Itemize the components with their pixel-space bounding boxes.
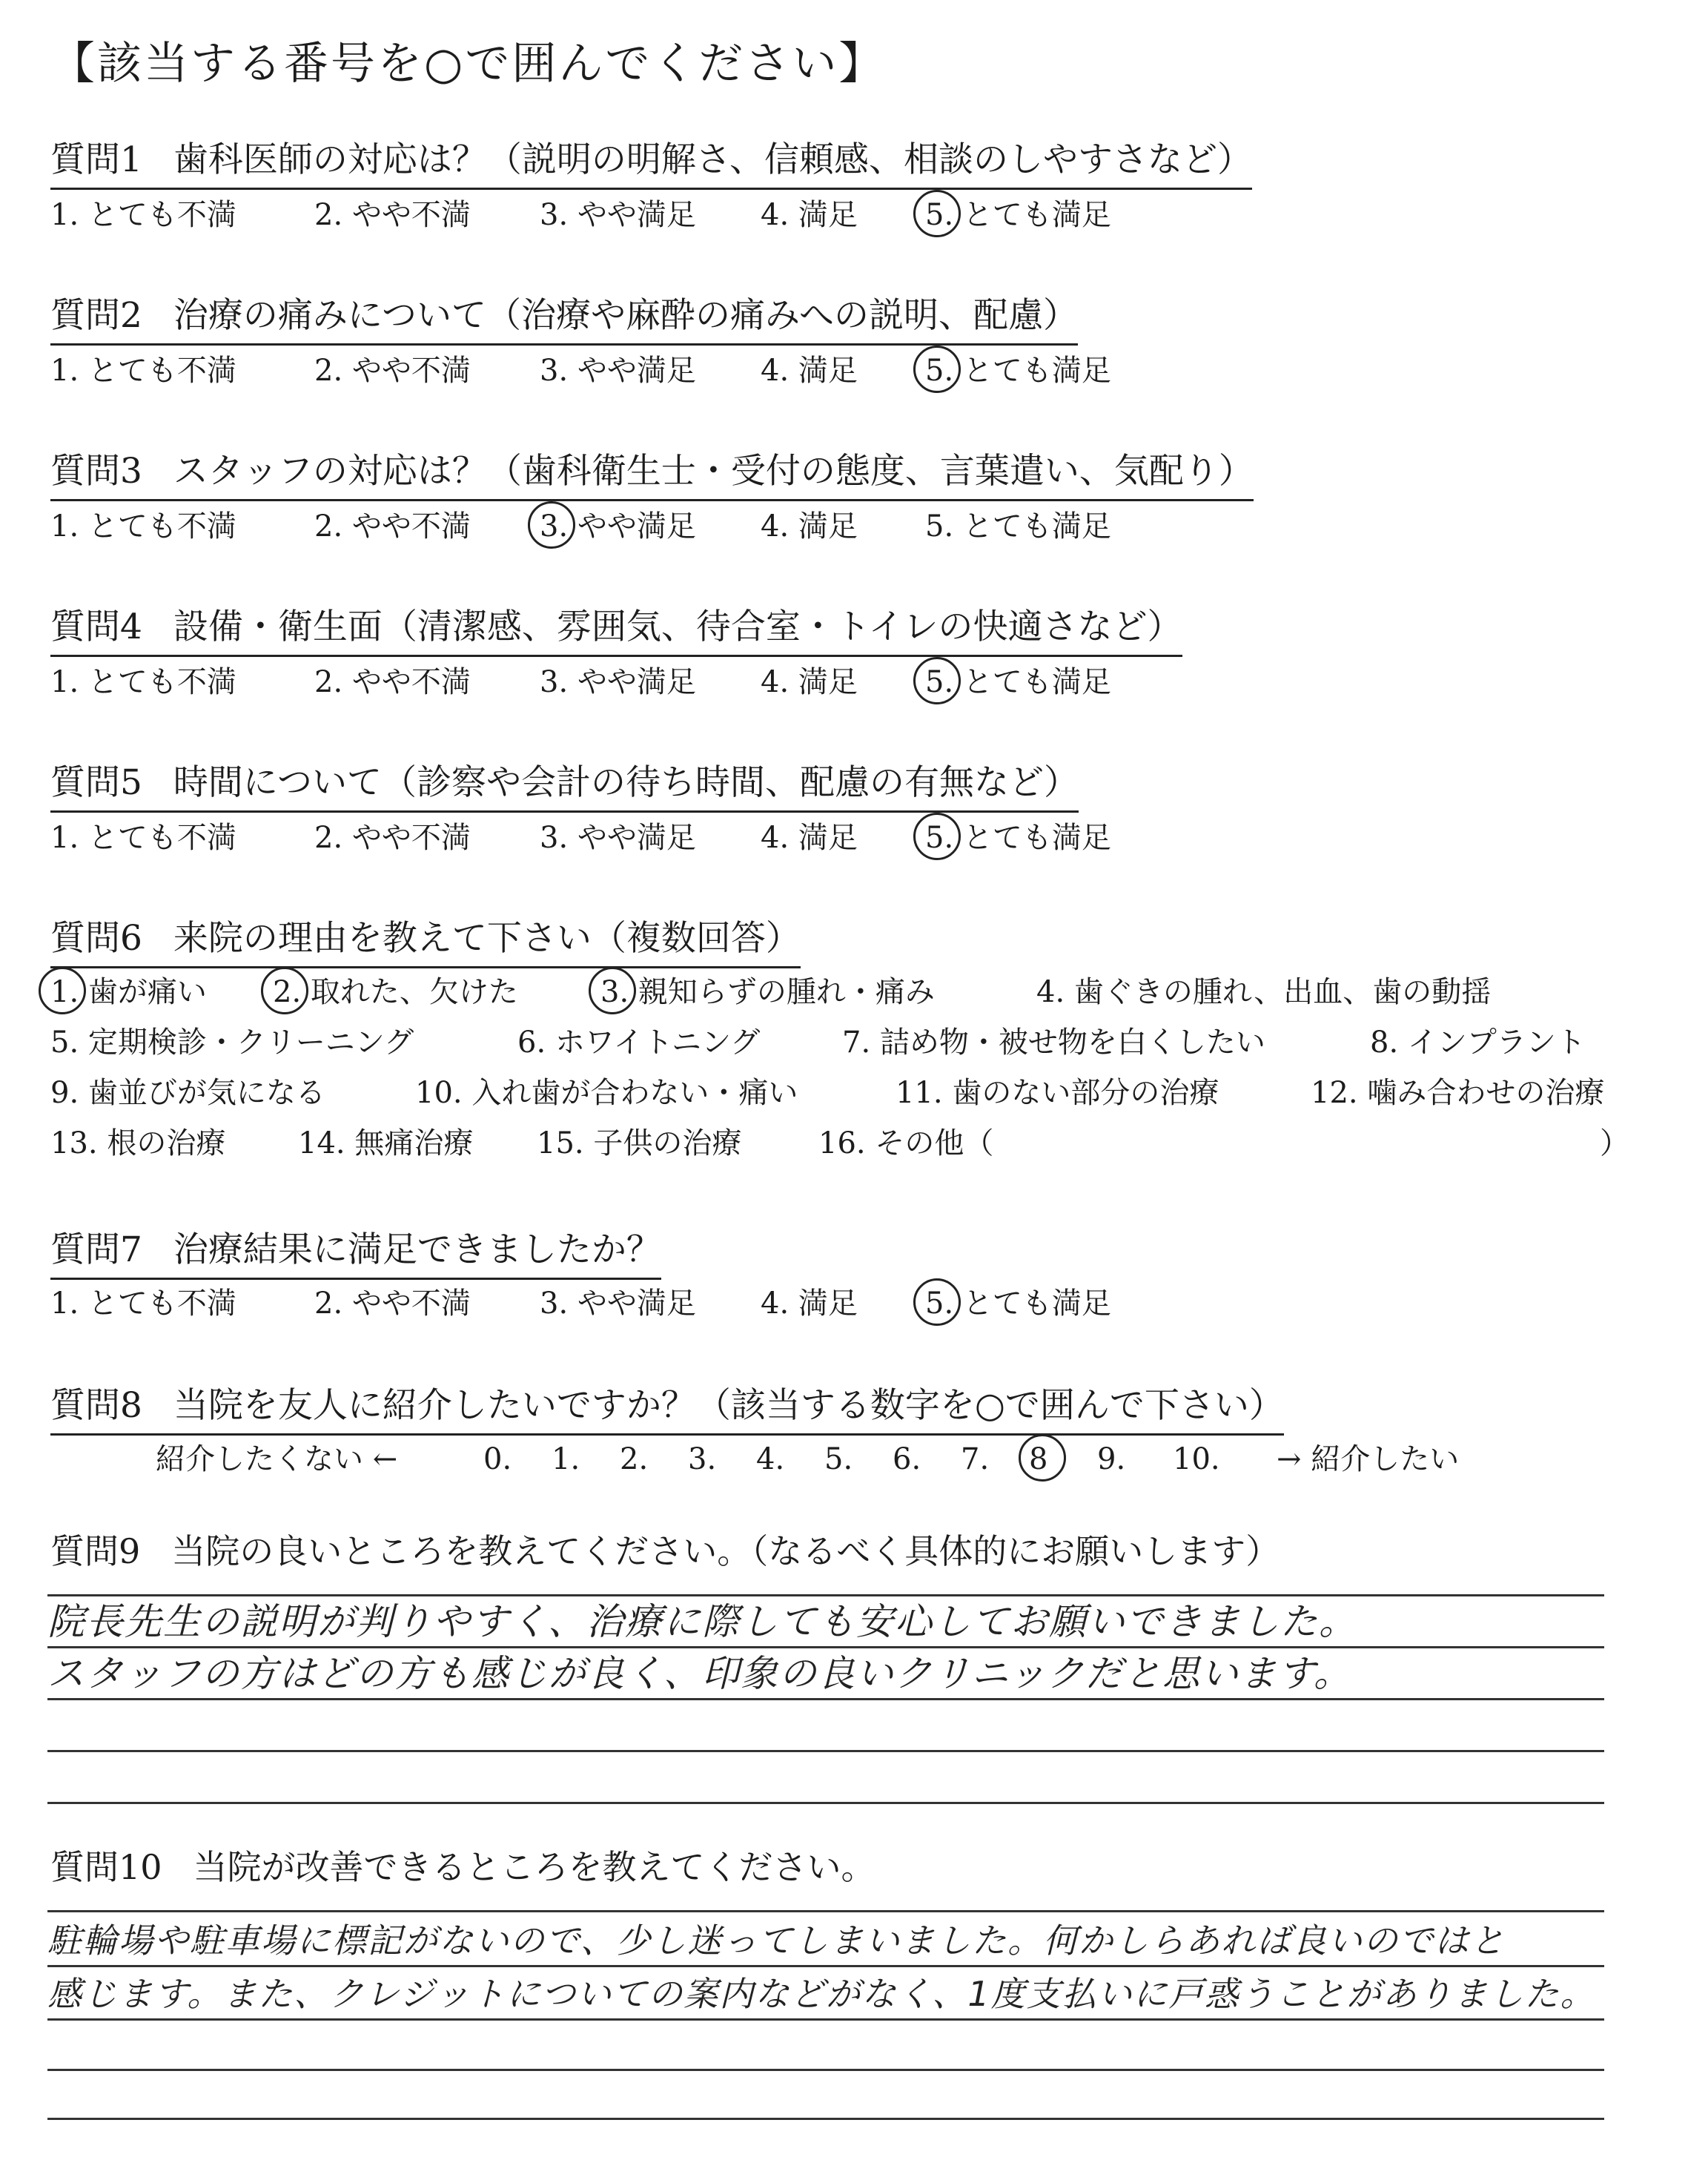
- q6-option-11[interactable]: 11. 歯のない部分の治療: [896, 1076, 1219, 1110]
- q3-option-3[interactable]: 3. やや満足: [540, 509, 696, 544]
- q10-answer-line-top: [47, 1910, 1604, 1912]
- q6-option-8[interactable]: 8. インプラント: [1370, 1025, 1586, 1060]
- q6-option-14[interactable]: 14. 無痛治療: [298, 1126, 474, 1160]
- question-7-title: [50, 1222, 661, 1280]
- q4-option-1[interactable]: 1. とても不満: [50, 665, 236, 699]
- question-4-number: 質問4: [50, 607, 142, 647]
- q7-option-4[interactable]: 4. 満足: [761, 1287, 858, 1321]
- q9-blank-line-2[interactable]: [47, 1802, 1604, 1804]
- q4-option-5[interactable]: 5. とても満足: [925, 665, 1111, 699]
- question-2-title: [50, 288, 1078, 346]
- q1-option-1[interactable]: 1. とても不満: [50, 198, 236, 232]
- question-9-number: 質問9: [50, 1531, 141, 1571]
- question-1-title: [50, 132, 1252, 190]
- q8-score-5[interactable]: 5.: [824, 1442, 853, 1476]
- q1-option-3[interactable]: 3. やや満足: [540, 198, 696, 232]
- q8-score-3[interactable]: 3.: [688, 1442, 717, 1476]
- q6-selection-circle-2: [261, 967, 308, 1014]
- q8-score-2[interactable]: 2.: [620, 1442, 649, 1476]
- question-3-text: スタッフの対応は？（歯科衛生士・受付の態度、言葉遣い、気配り）: [173, 451, 1254, 492]
- q6-other-close-paren: ）: [1600, 1126, 1629, 1160]
- q1-selection-circle: [913, 190, 961, 237]
- q9-answer-line-top: [47, 1594, 1604, 1596]
- q7-option-5[interactable]: 5. とても満足: [925, 1287, 1111, 1321]
- question-4-title: [50, 599, 1182, 657]
- q3-selection-circle: [528, 501, 575, 549]
- question-2-number: 質問2: [50, 295, 142, 336]
- q5-selection-circle: [913, 813, 961, 860]
- question-10-number: 質問10: [50, 1847, 162, 1887]
- question-9-text: 当院の良いところを教えてください。（なるべく具体的にお願いします）: [171, 1531, 1280, 1571]
- question-6-text: 来院の理由を教えて下さい（複数回答）: [173, 918, 801, 959]
- q8-score-4[interactable]: 4.: [756, 1442, 785, 1476]
- question-6-number: 質問6: [50, 918, 142, 959]
- q6-option-1[interactable]: 1. 歯が痛い: [50, 975, 207, 1009]
- question-7-text: 治療結果に満足できましたか？: [173, 1229, 661, 1270]
- q8-score-1[interactable]: 1.: [552, 1442, 580, 1476]
- q8-score-6[interactable]: 6.: [893, 1442, 921, 1476]
- q1-option-2[interactable]: 2. やや不満: [314, 198, 471, 232]
- question-8-text: 当院を友人に紹介したいですか？（該当する数字を○で囲んで下さい）: [173, 1385, 1284, 1426]
- question-5-number: 質問5: [50, 762, 142, 803]
- q8-score-9[interactable]: 9.: [1097, 1442, 1126, 1476]
- q2-selection-circle: [913, 346, 961, 393]
- q2-option-2[interactable]: 2. やや不満: [314, 354, 471, 388]
- q6-option-3[interactable]: 3. 親知らずの腫れ・痛み: [600, 975, 935, 1009]
- question-5-title: [50, 755, 1079, 813]
- q8-left-label: 紹介したくない ←: [156, 1442, 398, 1476]
- question-3-number: 質問3: [50, 451, 142, 492]
- q8-score-8[interactable]: 8: [1029, 1442, 1048, 1476]
- q9-answer-line-2[interactable]: スタッフの方はどの方も感じが良く、印象の良いクリニックだと思います。: [47, 1649, 1604, 1700]
- q2-option-4[interactable]: 4. 満足: [761, 354, 858, 388]
- q6-option-7[interactable]: 7. 詰め物・被せ物を白くしたい: [842, 1025, 1265, 1060]
- question-9-title: [50, 1530, 1280, 1572]
- q5-option-2[interactable]: 2. やや不満: [314, 821, 471, 855]
- q3-option-4[interactable]: 4. 満足: [761, 509, 858, 544]
- q2-option-1[interactable]: 1. とても不満: [50, 354, 236, 388]
- question-8-number: 質問8: [50, 1385, 142, 1426]
- q2-option-5[interactable]: 5. とても満足: [925, 354, 1111, 388]
- question-4-text: 設備・衛生面（清潔感、雰囲気、待合室・トイレの快適さなど）: [173, 607, 1182, 647]
- q6-option-2[interactable]: 2. 取れた、欠けた: [273, 975, 518, 1009]
- q8-right-label: → 紹介したい: [1277, 1442, 1460, 1476]
- q6-selection-circle-3: [589, 967, 636, 1014]
- q1-option-4[interactable]: 4. 満足: [761, 198, 858, 232]
- q6-selection-circle-1: [39, 967, 86, 1014]
- q1-option-5[interactable]: 5. とても満足: [925, 198, 1111, 232]
- q4-option-2[interactable]: 2. やや不満: [314, 665, 471, 699]
- q3-option-2[interactable]: 2. やや不満: [314, 509, 471, 544]
- q6-option-4[interactable]: 4. 歯ぐきの腫れ、出血、歯の動揺: [1036, 975, 1492, 1009]
- question-3-title: [50, 443, 1254, 501]
- q6-option-16[interactable]: 16. その他（: [818, 1126, 994, 1160]
- page-heading: 【該当する番号を○で囲んでください】: [50, 38, 886, 90]
- q8-selection-circle: [1019, 1434, 1066, 1482]
- question-1-text: 歯科医師の対応は？（説明の明解さ、信頼感、相談のしやすさなど）: [173, 139, 1253, 180]
- question-5-text: 時間について（診察や会計の待ち時間、配慮の有無など）: [173, 762, 1079, 803]
- question-7-number: 質問7: [50, 1229, 142, 1270]
- q10-blank-line-1[interactable]: [47, 2069, 1604, 2071]
- q10-answer-line-2[interactable]: 感じます。また、クレジットについての案内などがなく、1度支払いに戸惑うことがありました。: [47, 1969, 1604, 2021]
- q7-option-2[interactable]: 2. やや不満: [314, 1287, 471, 1321]
- question-6-title: [50, 911, 801, 968]
- q8-score-10[interactable]: 10.: [1173, 1442, 1220, 1476]
- question-8-title: [50, 1378, 1284, 1436]
- q6-option-6[interactable]: 6. ホワイトニング: [517, 1025, 761, 1060]
- q2-option-3[interactable]: 3. やや満足: [540, 354, 696, 388]
- q4-option-4[interactable]: 4. 満足: [761, 665, 858, 699]
- q7-option-3[interactable]: 3. やや満足: [540, 1287, 696, 1321]
- q5-option-5[interactable]: 5. とても満足: [925, 821, 1111, 855]
- question-10-title: [50, 1846, 875, 1888]
- q6-option-9[interactable]: 9. 歯並びが気になる: [50, 1076, 325, 1110]
- q10-blank-line-2[interactable]: [47, 2118, 1604, 2120]
- q9-blank-line-1[interactable]: [47, 1750, 1604, 1752]
- q8-score-0[interactable]: 0.: [483, 1442, 512, 1476]
- q8-score-7[interactable]: 7.: [961, 1442, 990, 1476]
- q6-option-5[interactable]: 5. 定期検診・クリーニング: [50, 1025, 414, 1060]
- question-1-number: 質問1: [50, 139, 142, 180]
- q5-option-3[interactable]: 3. やや満足: [540, 821, 696, 855]
- q5-option-1[interactable]: 1. とても不満: [50, 821, 236, 855]
- q7-option-1[interactable]: 1. とても不満: [50, 1287, 236, 1321]
- q10-answer-line-1[interactable]: 駐輪場や駐車場に標記がないので、少し迷ってしまいました。何かしらあれば良いのではと: [47, 1916, 1604, 1967]
- q6-option-12[interactable]: 12. 噛み合わせの治療: [1311, 1076, 1605, 1110]
- q4-option-3[interactable]: 3. やや満足: [540, 665, 696, 699]
- q5-option-4[interactable]: 4. 満足: [761, 821, 858, 855]
- question-2-text: 治療の痛みについて（治療や麻酔の痛みへの説明、配慮）: [173, 295, 1079, 336]
- q6-option-13[interactable]: 13. 根の治療: [50, 1126, 226, 1160]
- q4-selection-circle: [913, 657, 961, 704]
- q6-option-15[interactable]: 15. 子供の治療: [537, 1126, 742, 1160]
- q6-option-10[interactable]: 10. 入れ歯が合わない・痛い: [415, 1076, 798, 1110]
- q7-selection-circle: [913, 1278, 961, 1326]
- q3-option-5[interactable]: 5. とても満足: [925, 509, 1111, 544]
- q3-option-1[interactable]: 1. とても不満: [50, 509, 236, 544]
- question-10-text: 当院が改善できるところを教えてください。: [193, 1847, 875, 1887]
- q9-answer-line-1[interactable]: 院長先生の説明が判りやすく、治療に際しても安心してお願いできました。: [47, 1597, 1604, 1648]
